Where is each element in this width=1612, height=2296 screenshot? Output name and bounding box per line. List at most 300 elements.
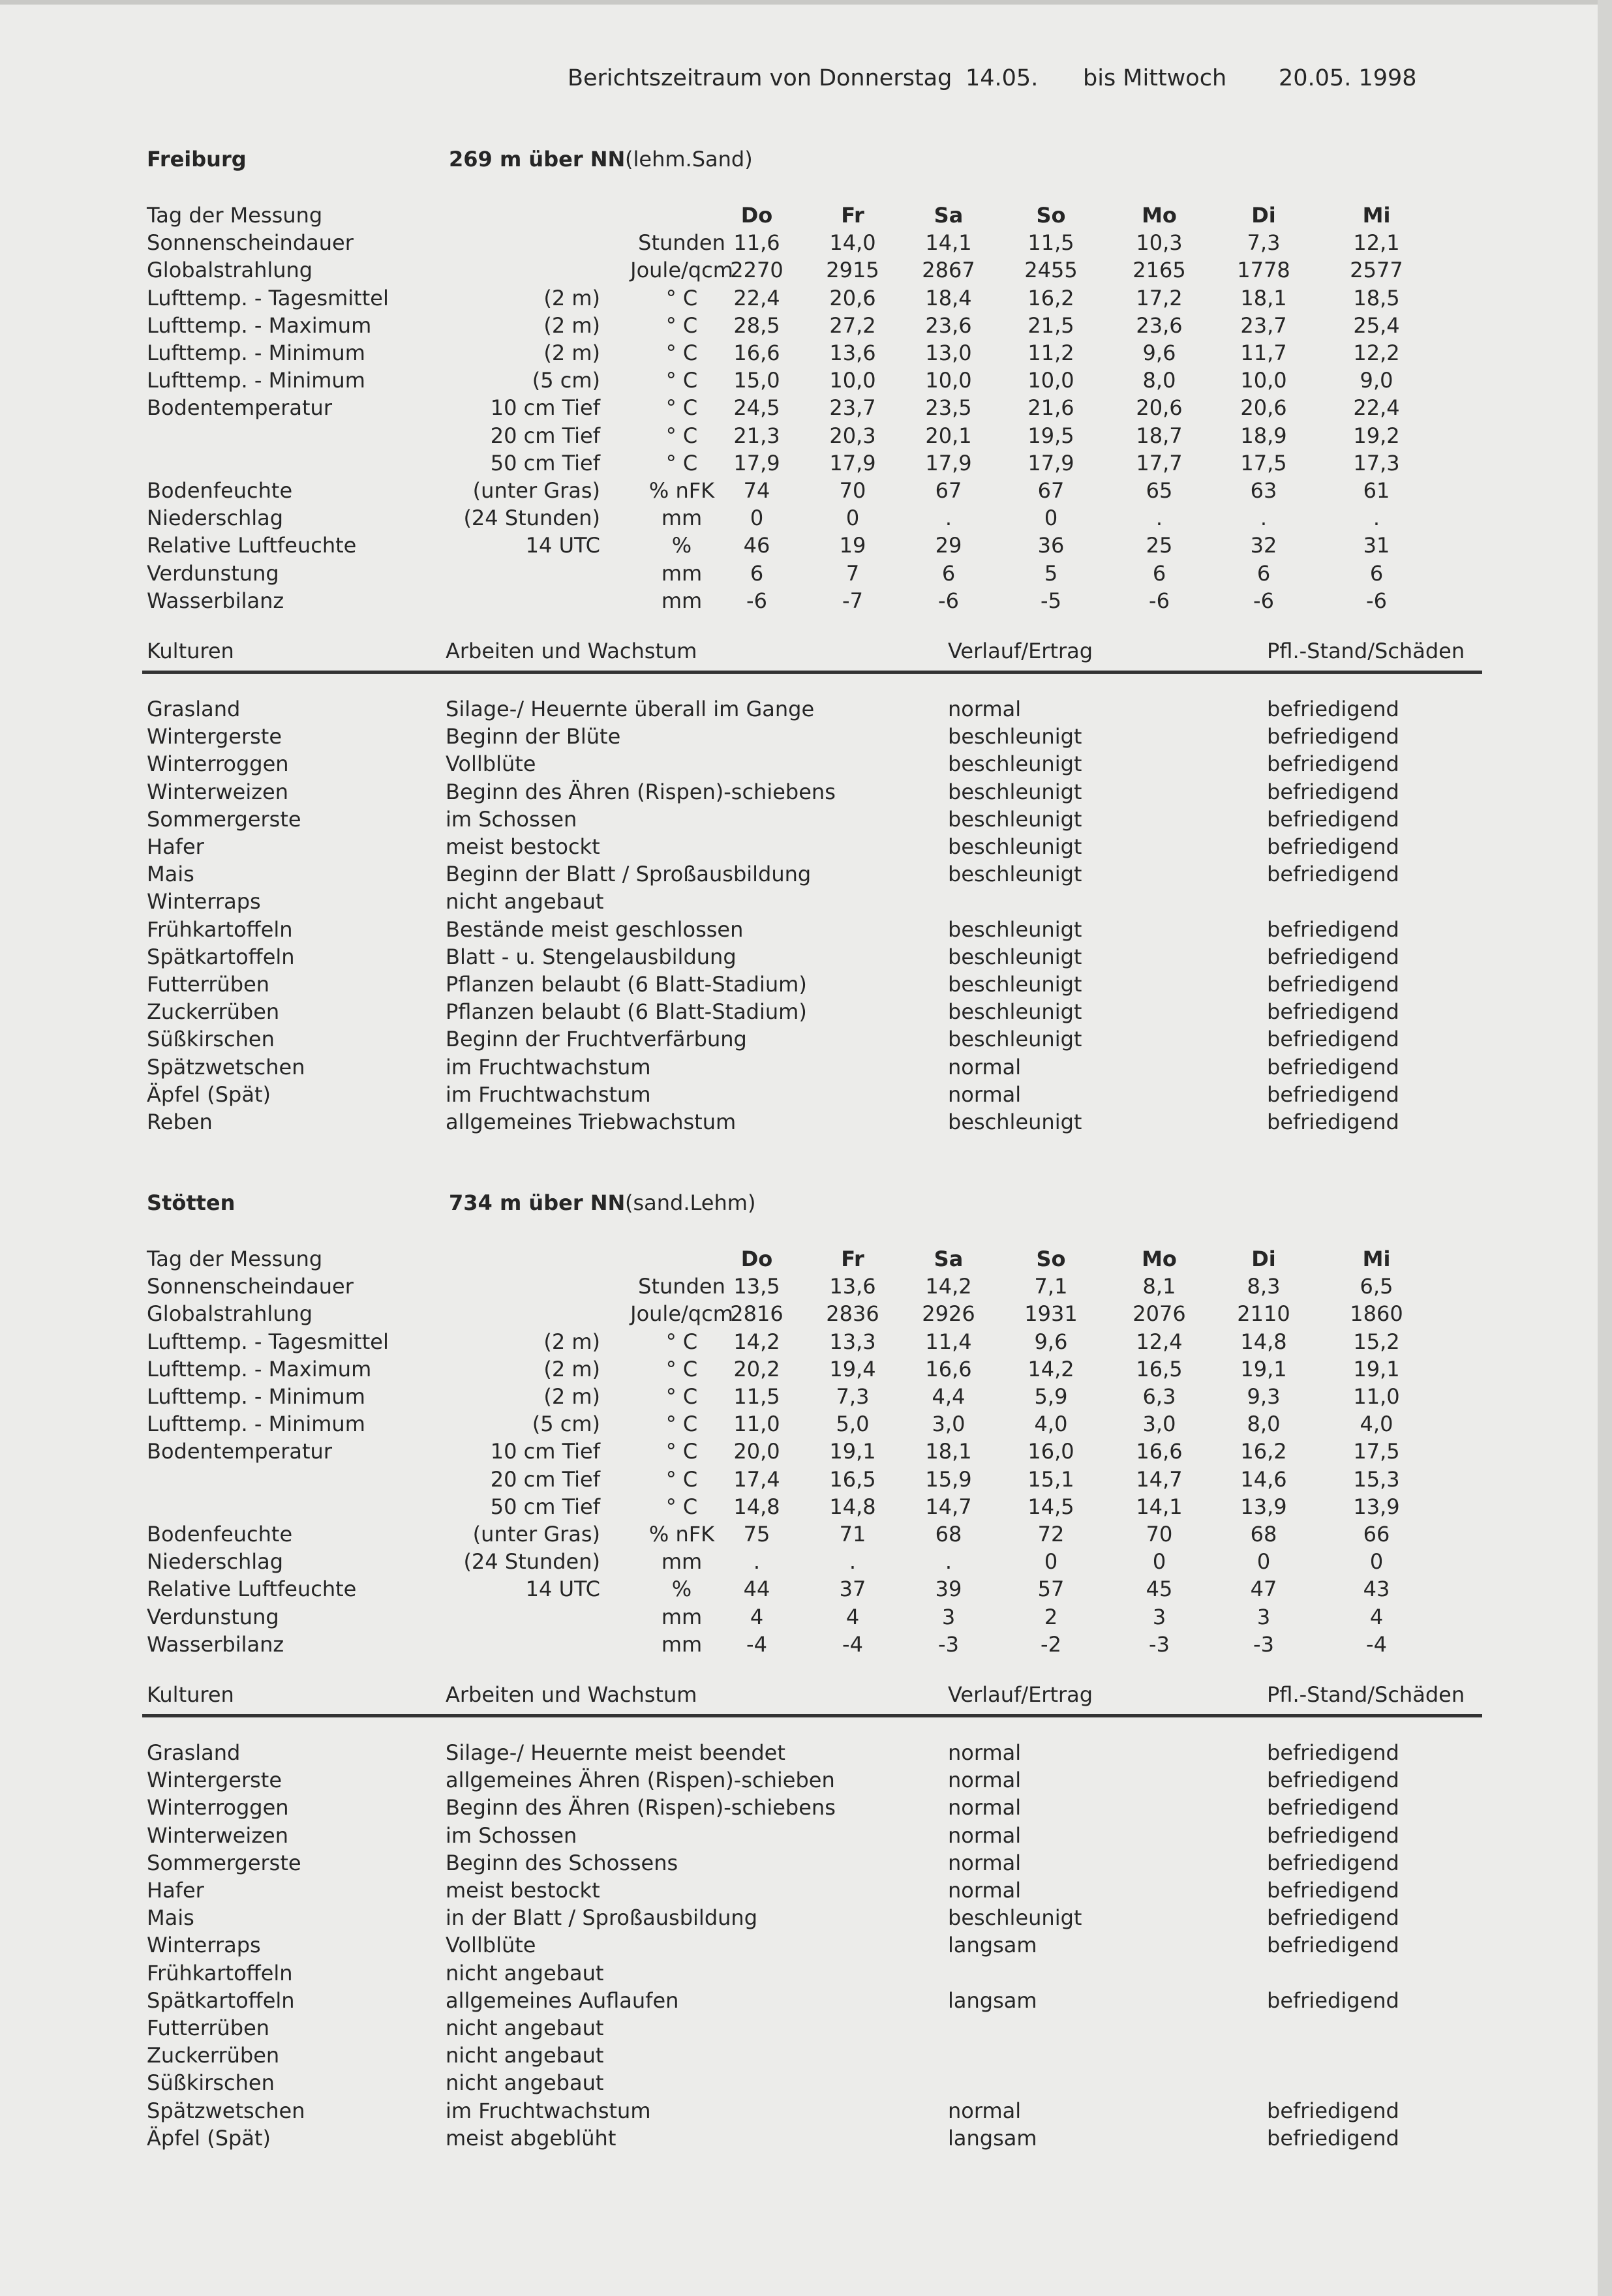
kultur-verlauf: normal xyxy=(948,697,1022,721)
kultur-row xyxy=(0,1905,1566,1933)
kultur-stand: befriedigend xyxy=(1267,751,1399,777)
kultur-arbeit: im Schossen xyxy=(446,806,577,832)
kultur-arbeit: Pflanzen belaubt (6 Blatt-Stadium) xyxy=(446,999,807,1025)
measurement-value: -2 xyxy=(1041,1631,1061,1657)
day-header: Mi xyxy=(1362,1246,1391,1271)
measurement-value: -7 xyxy=(842,588,863,613)
kultur-arbeit: Beginn des Ähren (Rispen)-schiebens xyxy=(446,1795,836,1820)
measurement-value: 1778 xyxy=(1237,258,1290,283)
measurement-unit: ° C xyxy=(665,368,698,393)
measurement-value: 74 xyxy=(743,478,770,503)
measurement-value: 14,6 xyxy=(1240,1466,1287,1492)
measurement-unit: % nFK xyxy=(648,478,715,503)
measurement-value: 16,6 xyxy=(925,1356,972,1382)
measurement-row xyxy=(0,1384,1566,1412)
kultur-stand: befriedigend xyxy=(1267,779,1399,804)
kultur-verlauf: normal xyxy=(948,1768,1022,1793)
measurement-value: 23,6 xyxy=(925,312,972,338)
kultur-row xyxy=(0,2016,1566,2043)
kultur-kultur: Winterraps xyxy=(147,1933,261,1958)
station-elevation: 734 m über NN xyxy=(449,1190,626,1215)
kultur-row xyxy=(0,972,1566,999)
station-name: Freiburg xyxy=(147,147,247,172)
measurement-unit: ° C xyxy=(665,312,698,338)
kultur-row xyxy=(0,999,1566,1027)
measurement-value: 20,6 xyxy=(1136,395,1183,421)
measurement-unit: mm xyxy=(661,1631,703,1657)
measurement-row xyxy=(0,506,1566,533)
measurement-row xyxy=(0,368,1566,395)
measurement-value: 13,6 xyxy=(829,1274,876,1299)
kultur-stand: befriedigend xyxy=(1267,697,1399,721)
measurement-value: 2270 xyxy=(730,258,783,283)
kultur-kultur: Winterweizen xyxy=(147,1822,289,1848)
measurement-value: . xyxy=(849,1549,857,1575)
measurement-value: 65 xyxy=(1146,478,1173,503)
kultur-verlauf: beschleunigt xyxy=(948,999,1082,1025)
measurement-value: 36 xyxy=(1037,533,1065,558)
measurement-row xyxy=(0,1632,1566,1659)
measurement-sublabel: (unter Gras) xyxy=(472,478,600,503)
kultur-row xyxy=(0,944,1566,972)
measurement-value: 6,5 xyxy=(1360,1274,1393,1299)
kulturen-col-header-verlauf: Verlauf/Ertrag xyxy=(948,1682,1093,1707)
kultur-arbeit: Blatt - u. Stengelausbildung xyxy=(446,944,737,969)
measurement-value: 2455 xyxy=(1024,258,1078,283)
measurement-value: 0 xyxy=(1044,1549,1058,1575)
kultur-stand: befriedigend xyxy=(1267,1795,1399,1820)
measurement-value: 11,5 xyxy=(1027,230,1074,256)
measurement-value: 11,4 xyxy=(925,1329,972,1354)
measurement-value: 12,1 xyxy=(1353,230,1400,256)
measurement-value: 0 xyxy=(1044,506,1058,531)
kultur-arbeit: Beginn des Ähren (Rispen)-schiebens xyxy=(446,779,836,804)
kultur-kultur: Futterrüben xyxy=(147,972,270,997)
measurement-value: 14,7 xyxy=(1136,1466,1183,1492)
measurement-sublabel: 10 cm Tief xyxy=(490,395,600,421)
measurement-label: Globalstrahlung xyxy=(147,1301,313,1327)
measurement-value: . xyxy=(1373,506,1380,531)
measurement-row xyxy=(0,1439,1566,1466)
measurement-row xyxy=(0,451,1566,478)
measurement-label: Lufttemp. - Minimum xyxy=(147,340,365,365)
measurement-value: 15,0 xyxy=(733,368,780,393)
measurement-value: 75 xyxy=(743,1522,770,1547)
measurement-row xyxy=(0,1577,1566,1604)
measurement-value: 39 xyxy=(935,1577,962,1602)
measurement-value: 23,6 xyxy=(1136,312,1183,338)
day-header: Sa xyxy=(934,1246,964,1271)
measurement-label: Lufttemp. - Maximum xyxy=(147,312,372,338)
kultur-row xyxy=(0,1823,1566,1850)
measurement-unit: ° C xyxy=(665,1329,698,1354)
kultur-stand: befriedigend xyxy=(1267,1822,1399,1848)
kultur-row xyxy=(0,724,1566,751)
kultur-verlauf: langsam xyxy=(948,2125,1037,2151)
measurement-value: 67 xyxy=(935,478,962,503)
measurement-value: 10,0 xyxy=(829,368,876,393)
kulturen-header-row xyxy=(0,639,1566,666)
report-header xyxy=(0,65,1612,98)
measurement-label: Bodenfeuchte xyxy=(147,478,293,503)
measurement-value: 3 xyxy=(941,1604,956,1629)
kultur-arbeit: meist abgeblüht xyxy=(446,2125,616,2151)
measurement-value: 14,0 xyxy=(829,230,876,256)
kulturen-rule xyxy=(142,671,1482,674)
measurement-value: 10,0 xyxy=(1027,368,1074,393)
measurement-value: 19,2 xyxy=(1353,423,1400,448)
measurement-sublabel: 50 cm Tief xyxy=(490,1494,600,1519)
measurement-value: -3 xyxy=(1149,1631,1170,1657)
measurement-value: 70 xyxy=(839,478,866,503)
measurement-value: 22,4 xyxy=(1353,395,1400,421)
measurement-value: 68 xyxy=(935,1522,962,1547)
measurement-value: 1931 xyxy=(1024,1301,1078,1327)
measurement-unit: ° C xyxy=(665,395,698,421)
measurement-value: 43 xyxy=(1363,1577,1390,1602)
measurement-value: 17,2 xyxy=(1136,285,1183,310)
measurement-value: 5,9 xyxy=(1034,1384,1068,1409)
measurement-value: 17,9 xyxy=(925,450,972,476)
measurement-sublabel: (unter Gras) xyxy=(472,1522,600,1547)
header-start-date: 14.05. xyxy=(966,65,1039,91)
measurement-row xyxy=(0,1549,1566,1577)
measurement-value: 68 xyxy=(1250,1522,1277,1547)
measurement-value: 20,0 xyxy=(733,1439,780,1464)
kulturen-col-header-kultur: Kulturen xyxy=(147,639,234,663)
kultur-kultur: Hafer xyxy=(147,1878,204,1903)
measurement-row xyxy=(0,533,1566,560)
day-header-row xyxy=(0,203,1566,230)
kultur-kultur: Grasland xyxy=(147,1740,241,1765)
kultur-arbeit: in der Blatt / Sproßausbildung xyxy=(446,1905,757,1931)
measurement-value: . xyxy=(945,1549,952,1575)
day-header: Do xyxy=(740,1246,773,1271)
kultur-kultur: Äpfel (Spät) xyxy=(147,1081,271,1107)
measurement-value: 14,8 xyxy=(733,1494,780,1519)
kultur-row xyxy=(0,2126,1566,2153)
measurement-value: 19 xyxy=(839,533,866,558)
kultur-kultur: Winterraps xyxy=(147,889,261,914)
measurement-label: Lufttemp. - Maximum xyxy=(147,1356,372,1382)
kultur-verlauf: normal xyxy=(948,1054,1022,1080)
measurement-value: 18,5 xyxy=(1353,285,1400,310)
measurement-value: 14,8 xyxy=(829,1494,876,1519)
measurement-value: 4,4 xyxy=(932,1384,966,1409)
kultur-row xyxy=(0,1988,1566,2016)
kulturen-rule xyxy=(142,1714,1482,1717)
measurement-row xyxy=(0,258,1566,285)
measurement-label: Relative Luftfeuchte xyxy=(147,533,357,558)
kultur-row xyxy=(0,697,1566,724)
kultur-row xyxy=(0,2070,1566,2098)
kultur-verlauf: langsam xyxy=(948,1933,1037,1958)
measurement-value: 11,0 xyxy=(733,1412,780,1437)
kultur-arbeit: im Schossen xyxy=(446,1822,577,1848)
day-header: Mo xyxy=(1142,1246,1177,1271)
measurement-label: Bodentemperatur xyxy=(147,395,332,421)
measurement-value: 11,6 xyxy=(733,230,780,256)
kultur-verlauf: beschleunigt xyxy=(948,751,1082,777)
kultur-arbeit: nicht angebaut xyxy=(446,889,604,914)
measurement-value: 71 xyxy=(839,1522,866,1547)
measurement-value: 2110 xyxy=(1237,1301,1290,1327)
measurement-value: -4 xyxy=(1366,1631,1387,1657)
measurement-value: 16,5 xyxy=(829,1466,876,1492)
kultur-verlauf: langsam xyxy=(948,1987,1037,2013)
measurement-day-label: Tag der Messung xyxy=(147,203,323,228)
measurement-value: 27,2 xyxy=(829,312,876,338)
measurement-value: 2836 xyxy=(826,1301,879,1327)
kultur-row xyxy=(0,1961,1566,1988)
measurement-value: -6 xyxy=(1149,588,1170,613)
measurement-value: 5,0 xyxy=(836,1412,870,1437)
measurement-value: 0 xyxy=(845,506,860,531)
measurement-label: Bodentemperatur xyxy=(147,1439,332,1464)
page-top-edge xyxy=(0,0,1612,5)
measurement-row xyxy=(0,1494,1566,1522)
kultur-stand: befriedigend xyxy=(1267,1768,1399,1793)
measurement-unit: mm xyxy=(661,560,703,586)
measurement-row xyxy=(0,313,1566,340)
kultur-row xyxy=(0,889,1566,916)
kultur-verlauf: beschleunigt xyxy=(948,1110,1082,1134)
measurement-value: . xyxy=(1260,506,1268,531)
measurement-value: 3,0 xyxy=(932,1412,966,1437)
measurement-value: 18,1 xyxy=(925,1439,972,1464)
kultur-stand: befriedigend xyxy=(1267,1878,1399,1903)
measurement-value: 8,3 xyxy=(1247,1274,1281,1299)
kultur-kultur: Frühkartoffeln xyxy=(147,916,293,942)
kultur-kultur: Winterroggen xyxy=(147,751,289,777)
measurement-value: 9,0 xyxy=(1360,368,1393,393)
measurement-value: 6 xyxy=(750,560,764,586)
measurement-value: -6 xyxy=(938,588,959,613)
kultur-stand: befriedigend xyxy=(1267,1987,1399,2013)
measurement-unit: ° C xyxy=(665,1466,698,1492)
kultur-kultur: Frühkartoffeln xyxy=(147,1960,293,1986)
kultur-row xyxy=(0,2098,1566,2126)
kultur-kultur: Wintergerste xyxy=(147,1768,282,1793)
kultur-stand: befriedigend xyxy=(1267,916,1399,942)
day-header: Mo xyxy=(1142,203,1177,228)
measurement-row xyxy=(0,588,1566,616)
kulturen-col-header-stand: Pfl.-Stand/Schäden xyxy=(1267,639,1465,663)
measurement-value: 25 xyxy=(1146,533,1173,558)
kultur-arbeit: Vollblüte xyxy=(446,751,536,777)
measurement-unit: Stunden xyxy=(638,230,725,256)
kultur-verlauf: beschleunigt xyxy=(948,806,1082,832)
measurement-value: 6 xyxy=(941,560,956,586)
measurement-value: 5 xyxy=(1044,560,1058,586)
kultur-row xyxy=(0,1878,1566,1905)
measurement-value: 12,2 xyxy=(1353,340,1400,365)
kultur-kultur: Grasland xyxy=(147,697,241,721)
measurement-value: 0 xyxy=(1369,1549,1384,1575)
measurement-value: 8,0 xyxy=(1247,1412,1281,1437)
kultur-arbeit: nicht angebaut xyxy=(446,2070,604,2096)
measurement-label: Lufttemp. - Minimum xyxy=(147,1412,365,1437)
kultur-stand: befriedigend xyxy=(1267,1740,1399,1765)
measurement-value: 2 xyxy=(1044,1604,1058,1629)
measurement-value: 3 xyxy=(1256,1604,1271,1629)
measurement-value: 2076 xyxy=(1133,1301,1186,1327)
kultur-stand: befriedigend xyxy=(1267,1905,1399,1931)
measurement-sublabel: (2 m) xyxy=(543,340,600,365)
measurement-unit: % xyxy=(671,1577,692,1602)
kultur-row xyxy=(0,862,1566,889)
page-right-edge xyxy=(1598,0,1612,2296)
measurement-value: 14,8 xyxy=(1240,1329,1287,1354)
measurement-value: 16,5 xyxy=(1136,1356,1183,1382)
kultur-arbeit: Silage-/ Heuernte überall im Gange xyxy=(446,697,815,721)
kultur-row xyxy=(0,1027,1566,1054)
measurement-value: 17,9 xyxy=(829,450,876,476)
measurement-value: -3 xyxy=(938,1631,959,1657)
kultur-verlauf: beschleunigt xyxy=(948,779,1082,804)
measurement-unit: ° C xyxy=(665,1412,698,1437)
kultur-row xyxy=(0,779,1566,807)
measurement-value: 15,3 xyxy=(1353,1466,1400,1492)
kultur-kultur: Zuckerrüben xyxy=(147,2043,280,2068)
measurement-label: Sonnenscheindauer xyxy=(147,1274,354,1299)
kulturen-col-header-arbeit: Arbeiten und Wachstum xyxy=(446,1682,697,1707)
kultur-row xyxy=(0,2043,1566,2070)
day-header: Sa xyxy=(934,203,964,228)
measurement-sublabel: (2 m) xyxy=(543,1384,600,1409)
measurement-unit: Joule/qcm xyxy=(630,258,733,283)
measurement-sublabel: 14 UTC xyxy=(525,1577,600,1602)
measurement-value: 19,1 xyxy=(829,1439,876,1464)
measurement-value: 28,5 xyxy=(733,312,780,338)
kultur-kultur: Äpfel (Spät) xyxy=(147,2125,271,2151)
kultur-arbeit: im Fruchtwachstum xyxy=(446,1054,651,1080)
measurement-value: 17,4 xyxy=(733,1466,780,1492)
measurement-sublabel: (5 cm) xyxy=(532,368,600,393)
station-elevation: 269 m über NN xyxy=(449,147,626,172)
measurement-value: 9,6 xyxy=(1034,1329,1068,1354)
header-mid-label: bis Mittwoch xyxy=(1083,65,1227,91)
kultur-stand: befriedigend xyxy=(1267,862,1399,887)
measurement-value: 67 xyxy=(1037,478,1065,503)
measurement-label: Verdunstung xyxy=(147,560,279,586)
measurement-value: 25,4 xyxy=(1353,312,1400,338)
measurement-value: 16,2 xyxy=(1240,1439,1287,1464)
measurement-sublabel: (2 m) xyxy=(543,1356,600,1382)
kultur-row xyxy=(0,807,1566,834)
kultur-kultur: Reben xyxy=(147,1110,213,1134)
kultur-stand: befriedigend xyxy=(1267,1850,1399,1875)
measurement-value: 44 xyxy=(743,1577,770,1602)
measurement-value: 11,7 xyxy=(1240,340,1287,365)
measurement-label: Lufttemp. - Tagesmittel xyxy=(147,285,389,310)
measurement-unit: mm xyxy=(661,1604,703,1629)
kultur-verlauf: normal xyxy=(948,1822,1022,1848)
kultur-kultur: Winterroggen xyxy=(147,1795,289,1820)
measurement-value: 17,9 xyxy=(733,450,780,476)
measurement-value: 4 xyxy=(845,1604,860,1629)
measurement-label: Verdunstung xyxy=(147,1604,279,1629)
measurement-value: 14,2 xyxy=(1027,1356,1074,1382)
kultur-verlauf: beschleunigt xyxy=(948,1027,1082,1052)
kultur-verlauf: beschleunigt xyxy=(948,1905,1082,1931)
kultur-stand: befriedigend xyxy=(1267,806,1399,832)
measurement-value: 15,9 xyxy=(925,1466,972,1492)
measurement-value: 1860 xyxy=(1350,1301,1403,1327)
measurement-label: Wasserbilanz xyxy=(147,1631,284,1657)
kultur-arbeit: allgemeines Ähren (Rispen)-schieben xyxy=(446,1768,835,1793)
measurement-value: 16,2 xyxy=(1027,285,1074,310)
kultur-arbeit: Vollblüte xyxy=(446,1933,536,1958)
measurement-sublabel: (2 m) xyxy=(543,285,600,310)
measurement-value: 31 xyxy=(1363,533,1390,558)
measurement-sublabel: 50 cm Tief xyxy=(490,450,600,476)
kultur-arbeit: Beginn der Blatt / Sproßausbildung xyxy=(446,862,812,887)
measurement-value: 47 xyxy=(1250,1577,1277,1602)
kultur-kultur: Spätzwetschen xyxy=(147,1054,305,1080)
kultur-row xyxy=(0,1740,1566,1768)
measurement-value: 66 xyxy=(1363,1522,1390,1547)
measurement-unit: mm xyxy=(661,506,703,531)
kultur-kultur: Süßkirschen xyxy=(147,1027,275,1052)
kultur-arbeit: Silage-/ Heuernte meist beendet xyxy=(446,1740,785,1765)
measurement-unit: mm xyxy=(661,588,703,613)
measurement-value: 13,3 xyxy=(829,1329,876,1354)
measurement-value: 20,3 xyxy=(829,423,876,448)
kultur-arbeit: meist bestockt xyxy=(446,1878,600,1903)
measurement-sublabel: 14 UTC xyxy=(525,533,600,558)
measurement-row xyxy=(0,561,1566,588)
measurement-label: Lufttemp. - Minimum xyxy=(147,368,365,393)
measurement-unit: ° C xyxy=(665,1356,698,1382)
kultur-verlauf: beschleunigt xyxy=(948,724,1082,749)
measurement-value: -4 xyxy=(746,1631,767,1657)
kultur-kultur: Mais xyxy=(147,862,194,887)
measurement-value: -6 xyxy=(1253,588,1274,613)
measurement-value: 18,4 xyxy=(925,285,972,310)
day-header: So xyxy=(1036,203,1066,228)
kultur-stand: befriedigend xyxy=(1267,2098,1399,2123)
measurement-value: 21,5 xyxy=(1027,312,1074,338)
day-header: Mi xyxy=(1362,203,1391,228)
measurement-sublabel: (5 cm) xyxy=(532,1412,600,1437)
measurement-row xyxy=(0,1301,1566,1329)
kultur-verlauf: normal xyxy=(948,1795,1022,1820)
measurement-unit: % nFK xyxy=(648,1522,715,1547)
day-header-row xyxy=(0,1246,1566,1274)
measurement-value: 12,4 xyxy=(1136,1329,1183,1354)
kulturen-col-header-arbeit: Arbeiten und Wachstum xyxy=(446,639,697,663)
measurement-value: 20,2 xyxy=(733,1356,780,1382)
measurement-unit: ° C xyxy=(665,340,698,365)
measurement-row xyxy=(0,1522,1566,1549)
measurement-unit: ° C xyxy=(665,450,698,476)
measurement-value: 4,0 xyxy=(1360,1412,1393,1437)
measurement-value: 20,1 xyxy=(925,423,972,448)
header-end-date: 20.05. 1998 xyxy=(1279,65,1417,91)
measurement-value: 24,5 xyxy=(733,395,780,421)
kultur-arbeit: Beginn des Schossens xyxy=(446,1850,678,1875)
kultur-row xyxy=(0,751,1566,779)
day-header: Fr xyxy=(841,203,864,228)
kulturen-col-header-verlauf: Verlauf/Ertrag xyxy=(948,639,1093,663)
kultur-kultur: Winterweizen xyxy=(147,779,289,804)
kulturen-col-header-stand: Pfl.-Stand/Schäden xyxy=(1267,1682,1465,1707)
measurement-value: 4,0 xyxy=(1034,1412,1068,1437)
measurement-value: 13,6 xyxy=(829,340,876,365)
measurement-value: 15,2 xyxy=(1353,1329,1400,1354)
kultur-arbeit: Bestände meist geschlossen xyxy=(446,916,744,942)
